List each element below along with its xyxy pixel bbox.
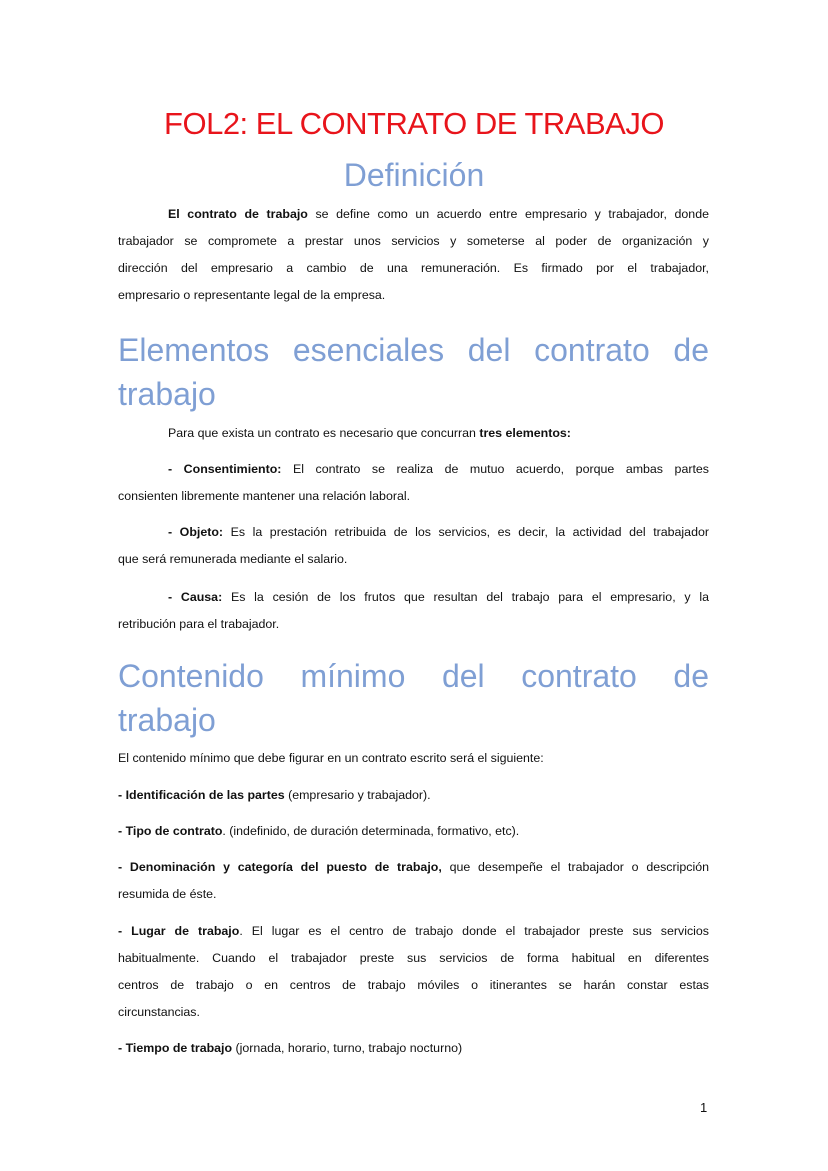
line: - Tipo de contrato. (indefinido, de duración determinada, formativo, etc). [118, 824, 520, 838]
item-tipo [118, 818, 709, 845]
line: - Lugar de trabajo. El lugar es el centro de trabajo donde el trabajador preste sus servicios [118, 924, 709, 938]
line: - Tiempo de trabajo (jornada, horario, turno, trabajo nocturno) [118, 1041, 463, 1055]
paragraph-definicion [118, 201, 709, 309]
heading-line: Contenido mínimo del contrato de [118, 658, 709, 694]
line: empresario o representante legal de la empresa. [118, 288, 386, 302]
line: resumida de éste. [118, 887, 217, 901]
line: dirección del empresario a cambio de una remuneración. Es firmado por el trabajador, [118, 261, 709, 275]
item-lugar [118, 918, 709, 1026]
item-causa [118, 584, 709, 638]
item-consentimiento [118, 456, 709, 510]
document-title: FOL2: EL CONTRATO DE TRABAJO [164, 106, 664, 141]
line: centros de trabajo o en centros de trabajo móviles o itinerantes se harán constar estas [118, 978, 709, 992]
line: - Identificación de las partes (empresario y trabajador). [118, 788, 431, 802]
item-identificacion [118, 782, 709, 809]
heading-contenido [118, 654, 709, 742]
page-number: 1 [700, 1100, 708, 1115]
line: El contenido mínimo que debe figurar en un contrato escrito será el siguiente: [118, 751, 544, 765]
line: que será remunerada mediante el salario. [118, 552, 348, 566]
item-objeto [118, 519, 709, 573]
line: - Objeto: Es la prestación retribuida de los servicios, es decir, la actividad del trabajador [168, 525, 709, 539]
line: consienten libremente mantener una relación laboral. [118, 489, 411, 503]
heading-elementos [118, 328, 709, 416]
item-denominacion [118, 854, 709, 908]
heading-line: Elementos esenciales del contrato de [118, 332, 709, 368]
heading-line: trabajo [118, 376, 216, 412]
line: circunstancias. [118, 1005, 200, 1019]
line: El contrato de trabajo se define como un acuerdo entre empresario y trabajador, donde [168, 207, 709, 221]
line: habitualmente. Cuando el trabajador preste sus servicios de forma habitual en diferentes [118, 951, 709, 965]
paragraph-intro-elementos [118, 420, 709, 447]
line: Para que exista un contrato es necesario que concurran tres elementos: [168, 426, 571, 440]
paragraph-intro-contenido [118, 745, 709, 772]
line: - Denominación y categoría del puesto de trabajo, que desempeñe el trabajador o descripción [118, 860, 709, 874]
line: retribución para el trabajador. [118, 617, 280, 631]
line: - Causa: Es la cesión de los frutos que resultan del trabajo para el empresario, y la [168, 590, 709, 604]
line: trabajador se compromete a prestar unos servicios y someterse al poder de organización y [118, 234, 709, 248]
item-tiempo [118, 1035, 709, 1062]
heading-definicion: Definición [343, 157, 485, 193]
heading-line: trabajo [118, 702, 216, 738]
line: - Consentimiento: El contrato se realiza de mutuo acuerdo, porque ambas partes [168, 462, 709, 476]
